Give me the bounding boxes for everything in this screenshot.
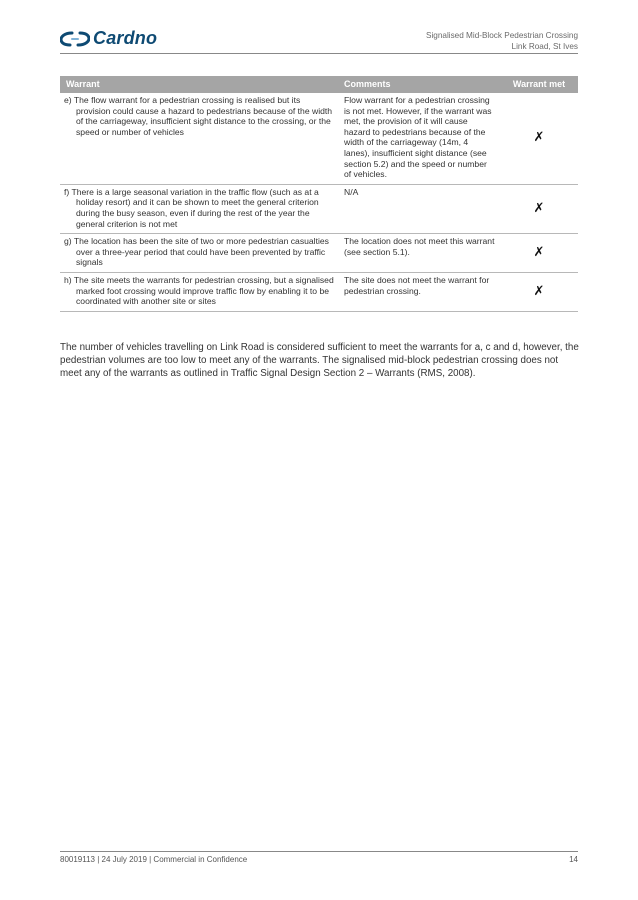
- document-title-line1: Signalised Mid-Block Pedestrian Crossing: [426, 31, 578, 40]
- document-title: [426, 30, 578, 52]
- footer-reference: 80019113 | 24 July 2019 | Commercial in Confidence: [60, 855, 248, 864]
- warrant-text: f) There is a large seasonal variation in the traffic flow (such as at a holiday resort) and it can be shown to meet the general criterion during the busy season, even if during the rest of the year the general criterion is not met: [64, 186, 319, 229]
- warrant-met-cell: ✗: [500, 272, 578, 311]
- column-header-warrant-met: Warrant met: [500, 76, 578, 93]
- page-number: 14: [569, 855, 578, 864]
- comment-cell: Flow warrant for a pedestrian crossing is not met. However, if the warrant was met, the provision of it will cause hazard to pedestrians because of the width of the carriageway (14m, 4 lanes), insufficient sight distance (see section 5.2) and the speed or number of vehicles.: [338, 93, 500, 184]
- warrant-met-cell: ✗: [500, 93, 578, 184]
- warrants-table: [60, 76, 578, 312]
- header-divider: [60, 53, 578, 54]
- warrant-text: h) The site meets the warrants for pedestrian crossing, but a signalised marked foot crossing would improve traffic flow by enabling it to be coordinated with another site or sites: [64, 274, 334, 307]
- table-row: [60, 272, 578, 311]
- warrant-met-cell: ✗: [500, 184, 578, 233]
- warrant-met-cell: ✗: [500, 234, 578, 273]
- table-row: [60, 184, 578, 233]
- comment-cell: N/A: [338, 184, 500, 233]
- body-paragraph: The number of vehicles travelling on Link Road is considered sufficient to meet the warrants for a, c and d, however, the pedestrian volumes are too low to meet any of the warrants. The signalised mid-block pedestrian crossing does not meet any of the warrants as outlined in Traffic Signal Design Section 2 – Warrants (RMS, 2008).: [60, 342, 579, 379]
- page-header: [60, 24, 578, 54]
- warrant-text: e) The flow warrant for a pedestrian crossing is realised but its provision could cause a hazard to pedestrians because of the width of the carriageway, insufficient sight distance to the crossing, or the speed or number of vehicles: [64, 95, 333, 137]
- column-header-warrant: Warrant: [60, 76, 338, 93]
- column-header-comments: Comments: [338, 76, 500, 93]
- comment-cell: The location does not meet this warrant (see section 5.1).: [338, 234, 500, 273]
- warrant-cell: [60, 93, 338, 184]
- logo-text: Cardno: [93, 28, 158, 48]
- warrant-text: g) The location has been the site of two or more pedestrian casualties over a three-year period that could have been prevented by traffic signals: [64, 236, 329, 268]
- document-title-line2: Link Road, St Ives: [511, 42, 578, 51]
- warrant-cell: [60, 184, 338, 233]
- comment-cell: The site does not meet the warrant for pedestrian crossing.: [338, 272, 500, 311]
- warrant-cell: [60, 234, 338, 273]
- footer-divider: [60, 851, 578, 852]
- warrant-cell: [60, 272, 338, 311]
- table-row: [60, 93, 578, 184]
- cardno-logo-icon: [60, 30, 90, 48]
- cardno-logo: [60, 28, 157, 49]
- table-row: [60, 234, 578, 273]
- table-header-row: [60, 76, 578, 93]
